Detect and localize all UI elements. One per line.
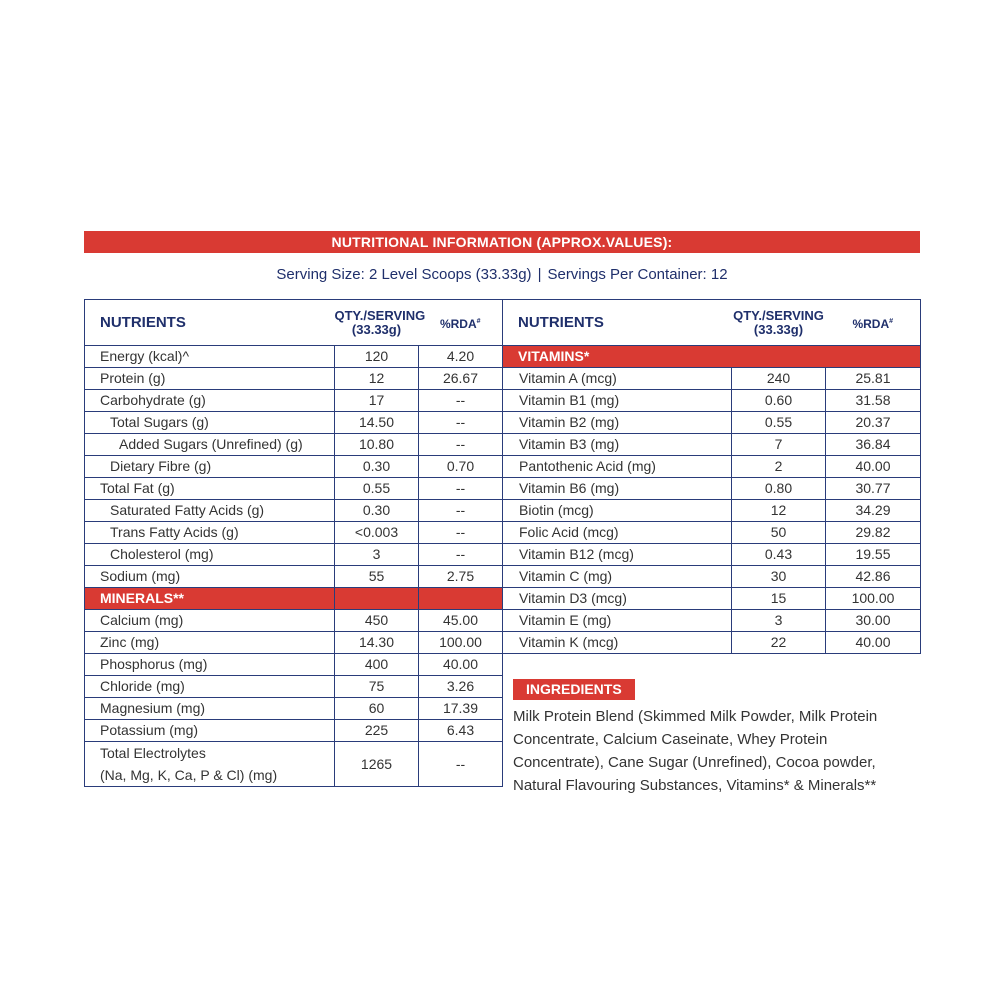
table-row — [503, 390, 921, 412]
table-row — [503, 412, 921, 434]
table-header — [85, 300, 503, 346]
serving-info — [84, 266, 920, 283]
nutrient-name: Phosphorus (mg) — [85, 654, 335, 676]
rda-value: -- — [419, 434, 503, 456]
nutrient-name: Vitamin C (mg) — [503, 566, 732, 588]
nutrient-name: Vitamin K (mcg) — [503, 632, 732, 654]
nutrient-name: Calcium (mg) — [85, 610, 335, 632]
minerals-section-header — [85, 588, 503, 610]
qty-value: 450 — [335, 610, 419, 632]
table-row — [503, 632, 921, 654]
header-nutrients: NUTRIENTS — [503, 300, 732, 346]
table-row — [85, 368, 503, 390]
nutrient-name: Cholesterol (mg) — [85, 544, 335, 566]
serving-size: Serving Size: 2 Level Scoops (33.33g) — [276, 266, 532, 283]
ingredients-line: Milk Protein Blend (Skimmed Milk Powder, Milk Protein — [513, 708, 878, 725]
table-row — [503, 434, 921, 456]
nutrient-name: Pantothenic Acid (mg) — [503, 456, 732, 478]
nutrient-name: Sodium (mg) — [85, 566, 335, 588]
table-row — [85, 566, 503, 588]
table-row — [503, 522, 921, 544]
nutrient-name: Chloride (mg) — [85, 676, 335, 698]
rda-value: 30.77 — [826, 478, 921, 500]
qty-value: 0.55 — [335, 478, 419, 500]
minerals-label: MINERALS** — [85, 588, 335, 610]
table-row — [85, 610, 503, 632]
qty-value: 75 — [335, 676, 419, 698]
nutrient-name: Added Sugars (Unrefined) (g) — [85, 434, 335, 456]
rda-value: 34.29 — [826, 500, 921, 522]
nutrient-name: Vitamin B12 (mcg) — [503, 544, 732, 566]
nutrient-name: Dietary Fibre (g) — [85, 456, 335, 478]
table-row — [85, 390, 503, 412]
qty-value: 0.80 — [732, 478, 826, 500]
table-row — [85, 434, 503, 456]
table-row — [503, 500, 921, 522]
nutrients-table — [84, 299, 503, 787]
qty-value: 0.43 — [732, 544, 826, 566]
table-row — [503, 566, 921, 588]
nutrient-name: Energy (kcal)^ — [85, 346, 335, 368]
title-banner: NUTRITIONAL INFORMATION (APPROX.VALUES): — [84, 231, 920, 253]
qty-value: 60 — [335, 698, 419, 720]
nutrient-name: Biotin (mcg) — [503, 500, 732, 522]
rda-value: 29.82 — [826, 522, 921, 544]
rda-value: 40.00 — [419, 654, 503, 676]
rda-value: 4.20 — [419, 346, 503, 368]
qty-value: 240 — [732, 368, 826, 390]
rda-value: 6.43 — [419, 720, 503, 742]
qty-value: 17 — [335, 390, 419, 412]
rda-value: 31.58 — [826, 390, 921, 412]
qty-value: 0.30 — [335, 456, 419, 478]
qty-value: 30 — [732, 566, 826, 588]
nutrient-name: Total Sugars (g) — [85, 412, 335, 434]
nutrient-name: Protein (g) — [85, 368, 335, 390]
rda-value: -- — [419, 742, 503, 787]
rda-value: 100.00 — [419, 632, 503, 654]
qty-value: 55 — [335, 566, 419, 588]
nutrient-name: Folic Acid (mcg) — [503, 522, 732, 544]
ingredients-text — [513, 705, 933, 797]
table-row — [85, 632, 503, 654]
rda-value: 100.00 — [826, 588, 921, 610]
nutrient-name: Total Fat (g) — [85, 478, 335, 500]
rda-value: 17.39 — [419, 698, 503, 720]
nutrient-name: Carbohydrate (g) — [85, 390, 335, 412]
header-rda: %RDA# — [826, 300, 921, 346]
table-row — [503, 478, 921, 500]
rda-value: -- — [419, 478, 503, 500]
qty-value: 2 — [732, 456, 826, 478]
qty-value: 50 — [732, 522, 826, 544]
nutrient-name: Magnesium (mg) — [85, 698, 335, 720]
qty-value: 12 — [335, 368, 419, 390]
table-row — [503, 456, 921, 478]
qty-value: 400 — [335, 654, 419, 676]
qty-value: 120 — [335, 346, 419, 368]
nutrient-name: Vitamin A (mcg) — [503, 368, 732, 390]
qty-value: 0.60 — [732, 390, 826, 412]
servings-per-container: Servings Per Container: 12 — [547, 266, 728, 283]
rda-value: 3.26 — [419, 676, 503, 698]
vitamins-section-header — [503, 346, 921, 368]
qty-value: 14.30 — [335, 632, 419, 654]
table-row — [503, 368, 921, 390]
nutrient-name: Saturated Fatty Acids (g) — [85, 500, 335, 522]
table-row — [503, 544, 921, 566]
table-row — [85, 500, 503, 522]
header-rda: %RDA# — [419, 300, 503, 346]
table-row — [503, 610, 921, 632]
table-row — [85, 676, 503, 698]
nutrient-name: Vitamin B6 (mg) — [503, 478, 732, 500]
table-row — [85, 698, 503, 720]
rda-value: 45.00 — [419, 610, 503, 632]
table-row — [85, 544, 503, 566]
rda-value: 19.55 — [826, 544, 921, 566]
table-row — [85, 478, 503, 500]
nutrient-name: Vitamin B2 (mg) — [503, 412, 732, 434]
table-row — [85, 346, 503, 368]
table-row — [85, 522, 503, 544]
qty-value: 7 — [732, 434, 826, 456]
rda-value: -- — [419, 522, 503, 544]
table-row — [85, 412, 503, 434]
rda-value: 20.37 — [826, 412, 921, 434]
table-row — [503, 588, 921, 610]
rda-value: 25.81 — [826, 368, 921, 390]
qty-value: 225 — [335, 720, 419, 742]
rda-value: 40.00 — [826, 456, 921, 478]
table-header — [503, 300, 921, 346]
qty-value: 15 — [732, 588, 826, 610]
qty-value: 14.50 — [335, 412, 419, 434]
table-row — [85, 720, 503, 742]
nutrient-name: Vitamin B3 (mg) — [503, 434, 732, 456]
rda-value: -- — [419, 412, 503, 434]
rda-value: -- — [419, 544, 503, 566]
qty-value: 3 — [732, 610, 826, 632]
ingredients-line: Concentrate), Cane Sugar (Unrefined), Cocoa powder, — [513, 754, 876, 771]
nutrient-name: Vitamin B1 (mg) — [503, 390, 732, 412]
qty-value: 0.55 — [732, 412, 826, 434]
qty-value: 22 — [732, 632, 826, 654]
table-row — [85, 456, 503, 478]
rda-value: -- — [419, 500, 503, 522]
vitamins-table — [502, 299, 921, 654]
serving-separator: | — [537, 266, 542, 283]
ingredients-line: Natural Flavouring Substances, Vitamins* & Minerals** — [513, 777, 877, 794]
nutrient-name: Total Electrolytes (Na, Mg, K, Ca, P & Cl) (mg) — [85, 742, 335, 787]
table-row — [85, 742, 503, 787]
rda-value: 36.84 — [826, 434, 921, 456]
header-qty: QTY./SERVING (33.33g) — [732, 300, 826, 346]
rda-value: 26.67 — [419, 368, 503, 390]
ingredients-line: Concentrate, Calcium Caseinate, Whey Protein — [513, 731, 828, 748]
rda-value: 2.75 — [419, 566, 503, 588]
nutrient-name: Trans Fatty Acids (g) — [85, 522, 335, 544]
table-row — [85, 654, 503, 676]
qty-value: 0.30 — [335, 500, 419, 522]
header-nutrients: NUTRIENTS — [85, 300, 335, 346]
rda-value: 42.86 — [826, 566, 921, 588]
rda-value: 40.00 — [826, 632, 921, 654]
qty-value: 1265 — [335, 742, 419, 787]
rda-value: 30.00 — [826, 610, 921, 632]
nutrient-name: Zinc (mg) — [85, 632, 335, 654]
qty-value: <0.003 — [335, 522, 419, 544]
rda-value: 0.70 — [419, 456, 503, 478]
qty-value: 3 — [335, 544, 419, 566]
nutrient-name: Vitamin E (mg) — [503, 610, 732, 632]
nutrient-name: Vitamin D3 (mcg) — [503, 588, 732, 610]
vitamins-label: VITAMINS* — [503, 346, 921, 368]
header-qty: QTY./SERVING (33.33g) — [335, 300, 419, 346]
qty-value: 12 — [732, 500, 826, 522]
nutrient-name: Potassium (mg) — [85, 720, 335, 742]
qty-value: 10.80 — [335, 434, 419, 456]
ingredients-label: INGREDIENTS — [513, 679, 635, 700]
rda-value: -- — [419, 390, 503, 412]
